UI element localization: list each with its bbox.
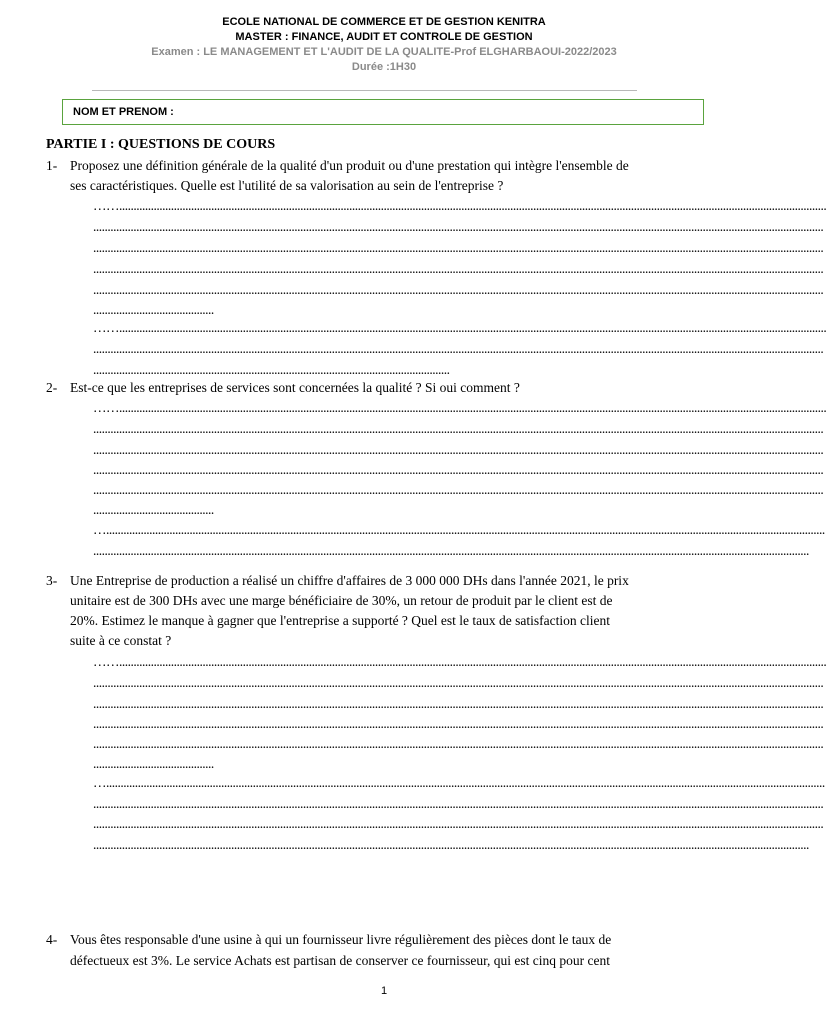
answer-line[interactable]: .............................................................................................................................................................................................................................................................. [93, 219, 824, 234]
exam-title: Examen : LE MANAGEMENT ET L'AUDIT DE LA QUALITE-Prof ELGHARBAOUI-2022/2023 [151, 46, 617, 58]
answer-line[interactable]: ……...................................................................................................................................................................................................................................................... [93, 198, 826, 213]
answer-line[interactable]: .............................................................................................................................................................................................................................................................. [93, 240, 824, 255]
answer-line[interactable]: ............................................................................................................................ [93, 362, 450, 377]
exam-duration: Durée :1H30 [351, 61, 417, 73]
answer-line[interactable]: .......................................... [93, 756, 214, 771]
name-field-label: NOM ET PRENOM : [73, 106, 174, 118]
question-number: 4- [46, 932, 58, 947]
question-number: 2- [46, 380, 58, 395]
answer-line[interactable]: .............................................................................................................................................................................................................................................................. [93, 696, 824, 711]
header-divider [92, 90, 637, 91]
question-number: 1- [46, 158, 58, 173]
answer-line[interactable]: .............................................................................................................................................................................................................................................................. [93, 462, 824, 477]
answer-line[interactable]: .............................................................................................................................................................................................................................................................. [93, 816, 824, 831]
question-text: défectueux est 3%. Le service Achats est partisan de conserver ce fournisseur, qui est cinq pour cent [70, 953, 611, 968]
question-text: 20%. Estimez le manque à gagner que l'entreprise a supporté ? Quel est le taux de satisfaction client [70, 613, 610, 628]
document-header [0, 15, 768, 75]
page-number: 1 [380, 985, 388, 997]
answer-line[interactable]: .............................................................................................................................................................................................................................................................. [93, 421, 824, 436]
answer-line[interactable]: ……...................................................................................................................................................................................................................................................... [93, 320, 826, 335]
answer-line[interactable]: .............................................................................................................................................................................................................................................................. [93, 796, 824, 811]
question-number: 3- [46, 573, 58, 588]
answer-line[interactable]: .............................................................................................................................................................................................................................................................. [93, 442, 824, 457]
answer-line[interactable]: .......................................... [93, 502, 214, 517]
answer-line[interactable]: .............................................................................................................................................................................................................................................................. [93, 261, 824, 276]
answer-line[interactable]: .......................................... [93, 302, 214, 317]
question-text: Proposez une définition générale de la qualité d'un produit ou d'une prestation qui intègre l'ensemble de [70, 158, 629, 173]
answer-line[interactable]: ......................................................................................................................................................................................................................................................... [93, 837, 809, 852]
answer-line[interactable]: ….......................................................................................................................................................................................................................................................... [93, 522, 825, 537]
answer-line[interactable]: .............................................................................................................................................................................................................................................................. [93, 341, 824, 356]
answer-line[interactable]: .............................................................................................................................................................................................................................................................. [93, 282, 824, 297]
question-text: Vous êtes responsable d'une usine à qui un fournisseur livre régulièrement des pièces dont le taux de [70, 932, 612, 947]
answer-line[interactable]: .............................................................................................................................................................................................................................................................. [93, 716, 824, 731]
name-field[interactable] [62, 99, 704, 125]
question-text: suite à ce constat ? [70, 633, 172, 648]
master-title: MASTER : FINANCE, AUDIT ET CONTROLE DE GESTION [235, 31, 533, 43]
answer-line[interactable]: .............................................................................................................................................................................................................................................................. [93, 482, 824, 497]
answer-line[interactable]: ……...................................................................................................................................................................................................................................................... [93, 400, 826, 415]
answer-line[interactable]: .............................................................................................................................................................................................................................................................. [93, 736, 824, 751]
answer-line[interactable]: ….......................................................................................................................................................................................................................................................... [93, 775, 825, 790]
school-name: ECOLE NATIONAL DE COMMERCE ET DE GESTION KENITRA [222, 16, 546, 28]
question-text: unitaire est de 300 DHs avec une marge bénéficiaire de 30%, un retour de produit par le client est de [70, 593, 613, 608]
part-title: PARTIE I : QUESTIONS DE COURS [46, 137, 276, 152]
answer-line[interactable]: .............................................................................................................................................................................................................................................................. [93, 675, 824, 690]
question-text: Une Entreprise de production a réalisé un chiffre d'affaires de 3 000 000 DHs dans l'année 2021, le prix [70, 573, 629, 588]
question-text: Est-ce que les entreprises de services sont concernées la qualité ? Si oui comment ? [70, 380, 520, 395]
answer-line[interactable]: ……...................................................................................................................................................................................................................................................... [93, 654, 826, 669]
answer-line[interactable]: ......................................................................................................................................................................................................................................................... [93, 543, 809, 558]
question-text: ses caractéristiques. Quelle est l'utilité de sa valorisation au sein de l'entreprise ? [70, 178, 504, 193]
